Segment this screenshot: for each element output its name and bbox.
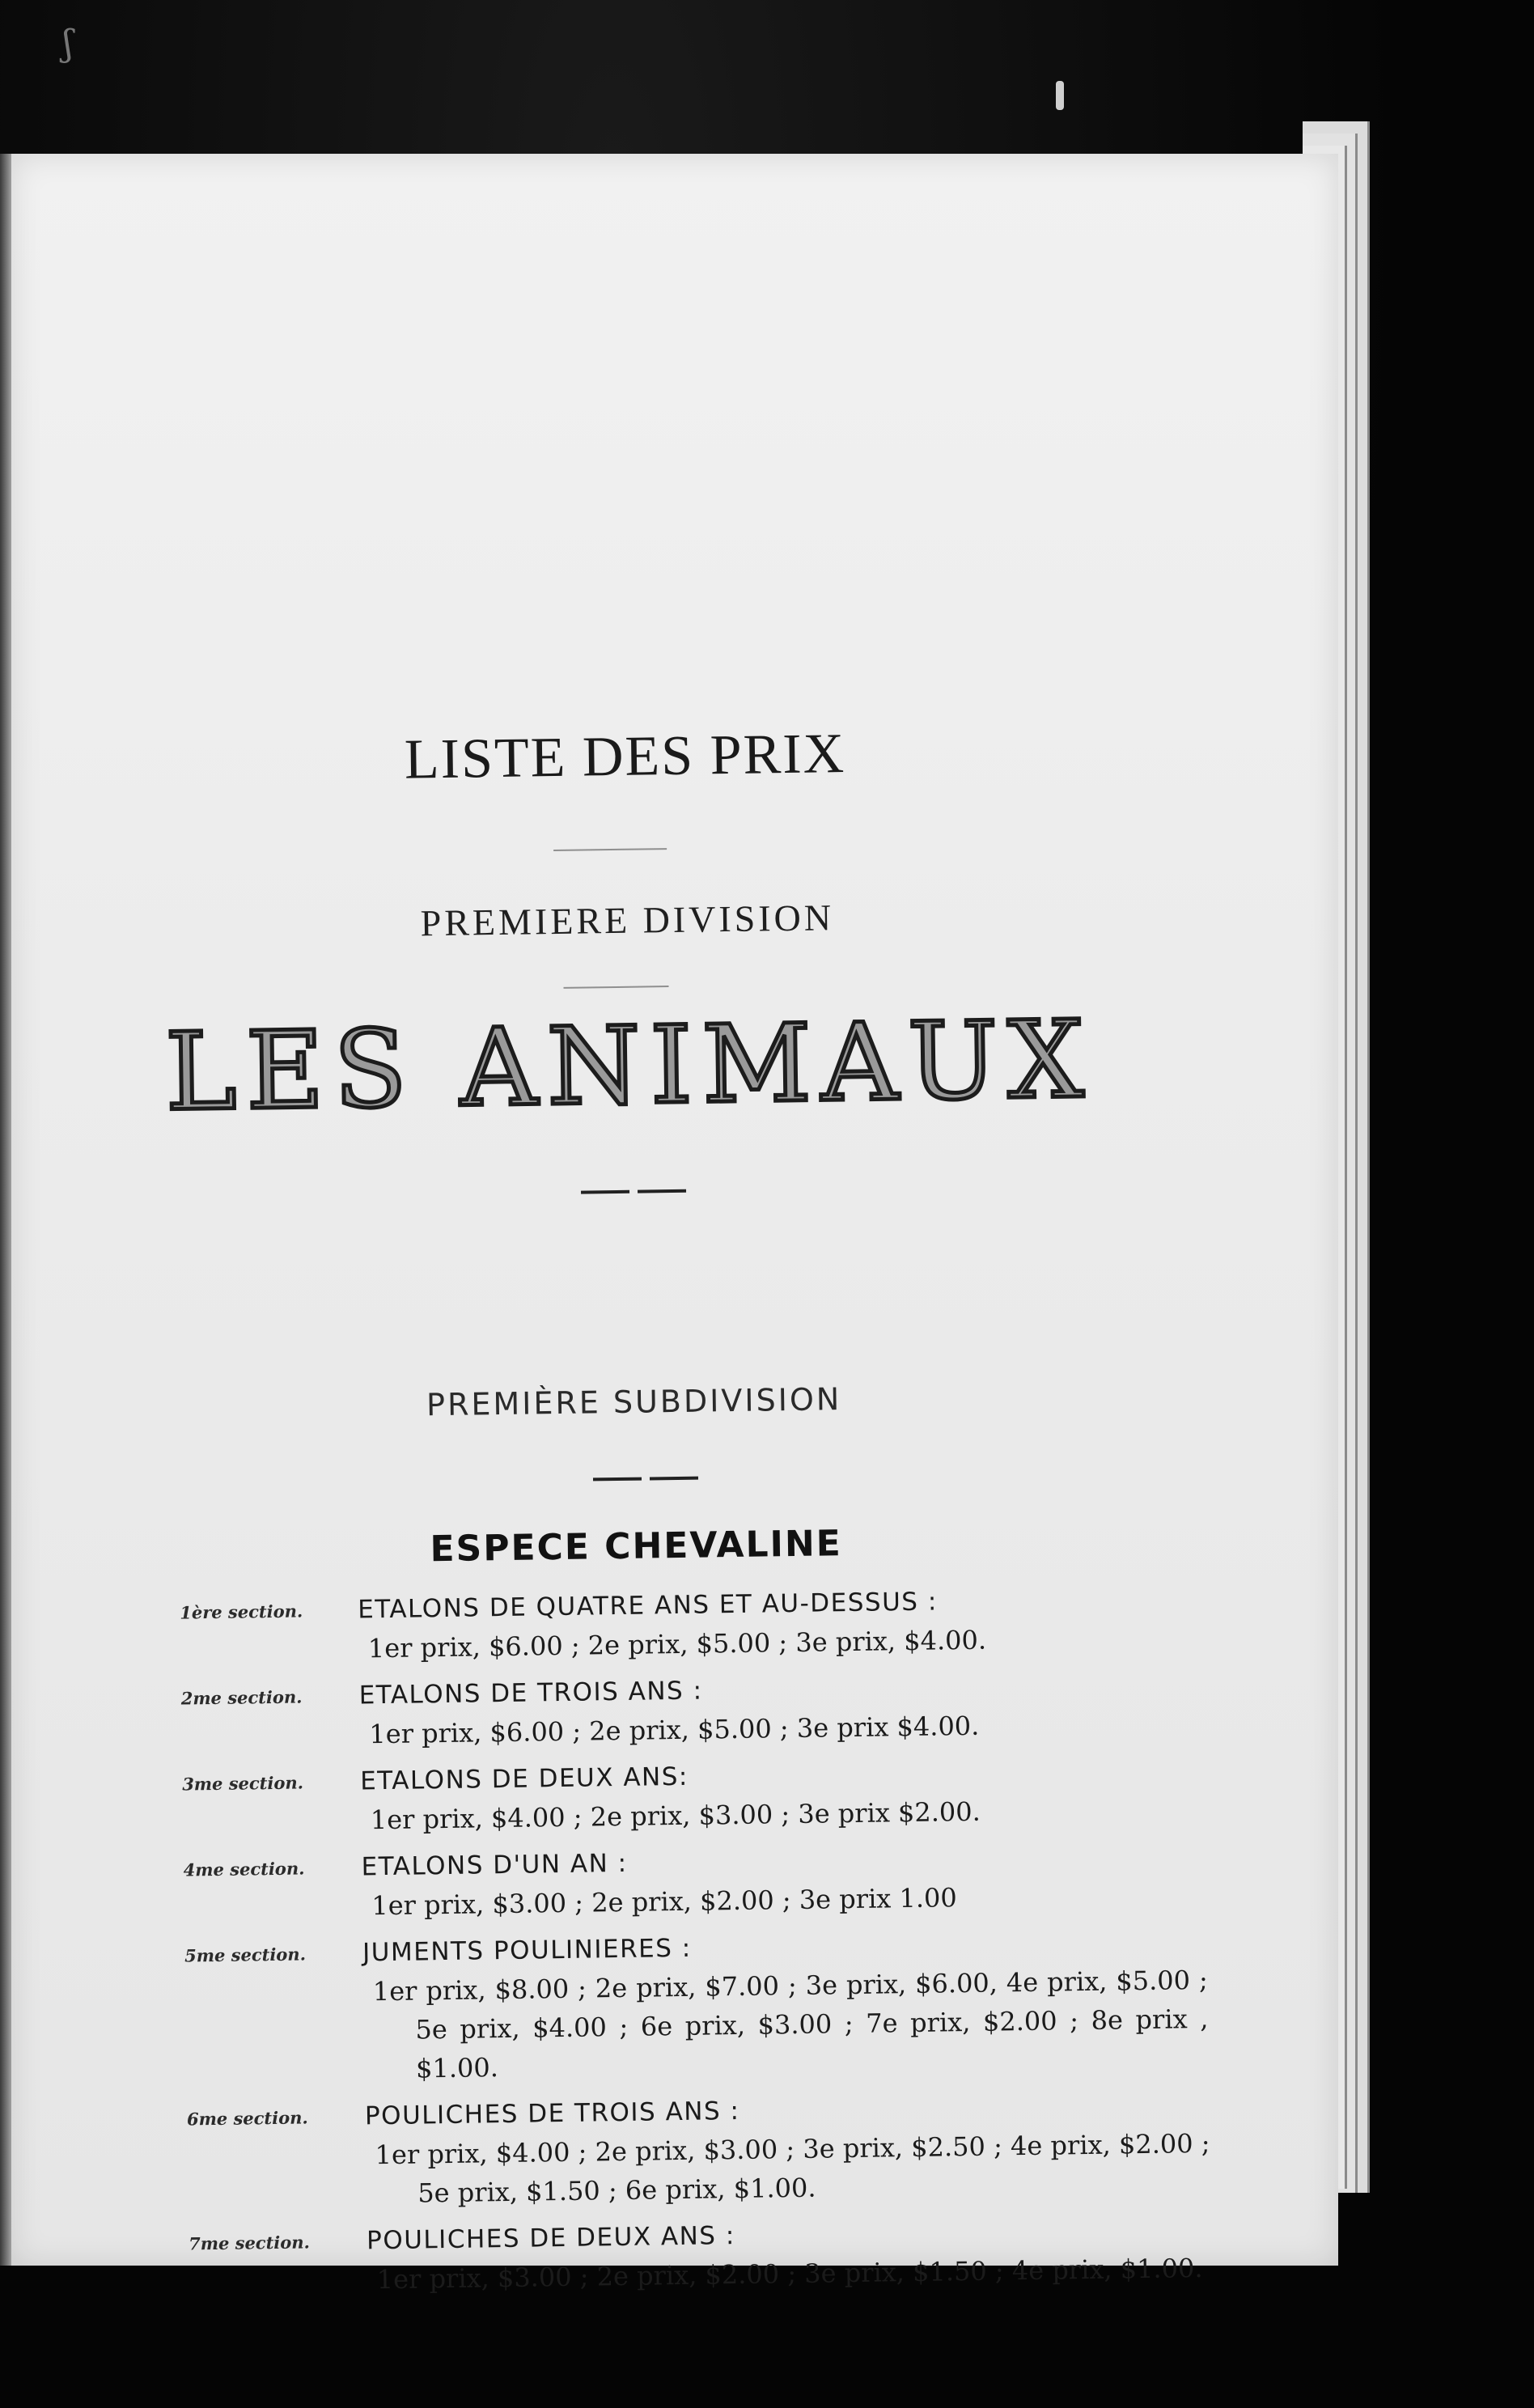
- section-number: 5me section.: [184, 1944, 307, 1966]
- prize-section: [180, 1665, 1168, 1757]
- page-content: [0, 145, 1350, 2296]
- section-number: 6me section.: [186, 2107, 308, 2130]
- section-class-title: ETALONS DE DEUX ANS:: [359, 1761, 689, 1796]
- section-prizes: 1er prix, $4.00 ; 2e prix, $3.00 ; 3e prix $2.00.: [370, 1795, 981, 1836]
- double-rule: [650, 1477, 698, 1481]
- section-class-title: ETALONS DE TROIS ANS :: [358, 1676, 703, 1711]
- division-heading: PREMIERE DIVISION: [420, 897, 835, 944]
- section-class-title: ETALONS D'UN AN :: [361, 1848, 628, 1882]
- divider-rule: [564, 986, 669, 989]
- section-prizes: 1er prix, $8.00 ; 2e prix, $7.00 ; 3e prix, $6.00, 4e prix, $5.00 ; 5e prix, $4.00 ; 6e prix, $3.00 ; 7e prix, $2.00 ; 8e prix , $1.00.: [372, 1964, 1209, 2084]
- section-class-title: POULICHES DE DEUX ANS :: [366, 2221, 736, 2256]
- section-prizes: 1er prix, $3.00 ; 2e prix, $2.00 ; 3e prix 1.00: [371, 1882, 957, 1922]
- section-body: [358, 1665, 1168, 1754]
- prize-sections: [180, 1579, 1210, 2310]
- page-heading: LISTE DES PRIX: [404, 722, 846, 791]
- section-number: 7me section.: [188, 2232, 311, 2254]
- section-body: [364, 2085, 1210, 2213]
- section-number: 1ère section.: [180, 1600, 303, 1623]
- prize-section: [184, 1922, 1209, 2091]
- prize-section: [182, 1751, 1170, 1842]
- double-rule: [638, 1189, 686, 1193]
- section-number: 3me section.: [182, 1772, 304, 1795]
- species-heading: ESPECE CHEVALINE: [430, 1523, 843, 1571]
- section-prizes: 1er prix, $3.00 ; 2e prix, $2.00 ; 3e prix, $1.50 ; 4e prix, $1.00.: [376, 2252, 1203, 2296]
- subdivision-heading: PREMIÈRE SUBDIVISION: [426, 1381, 842, 1423]
- section-title: LES ANIMAUX: [164, 997, 1095, 1135]
- film-corner-mark: ʃ: [63, 23, 73, 64]
- section-prizes: 1er prix, $4.00 ; 2e prix, $3.00 ; 3e prix, $2.50 ; 4e prix, $2.00 ; 5e prix, $1.50 ; 6e prix, $1.00.: [375, 2127, 1210, 2209]
- prize-section: [188, 2210, 1203, 2301]
- section-class-title: POULICHES DE TROIS ANS :: [364, 2096, 740, 2131]
- section-body: [362, 1922, 1209, 2088]
- film-speck: [1056, 81, 1064, 110]
- section-body: [361, 1837, 1171, 1926]
- section-number: 2me section.: [180, 1686, 303, 1709]
- section-number: 4me section.: [183, 1858, 305, 1880]
- section-body: [358, 1579, 1167, 1668]
- section-body: [366, 2210, 1203, 2299]
- section-prizes: 1er prix, $6.00 ; 2e prix, $5.00 ; 3e prix, $4.00.: [367, 1624, 987, 1664]
- document-page: [11, 154, 1338, 2296]
- double-rule: [593, 1477, 642, 1482]
- prize-section: [186, 2085, 1210, 2215]
- double-rule: [581, 1190, 629, 1194]
- prize-section: [180, 1579, 1167, 1671]
- section-body: [360, 1751, 1170, 1840]
- divider-rule: [553, 848, 667, 851]
- section-prizes: 1er prix, $6.00 ; 2e prix, $5.00 ; 3e prix $4.00.: [369, 1710, 980, 1750]
- prize-section: [183, 1837, 1171, 1928]
- section-class-title: JUMENTS POULINIERES :: [362, 1933, 692, 1968]
- section-class-title: ETALONS DE QUATRE ANS ET AU-DESSUS :: [357, 1587, 939, 1625]
